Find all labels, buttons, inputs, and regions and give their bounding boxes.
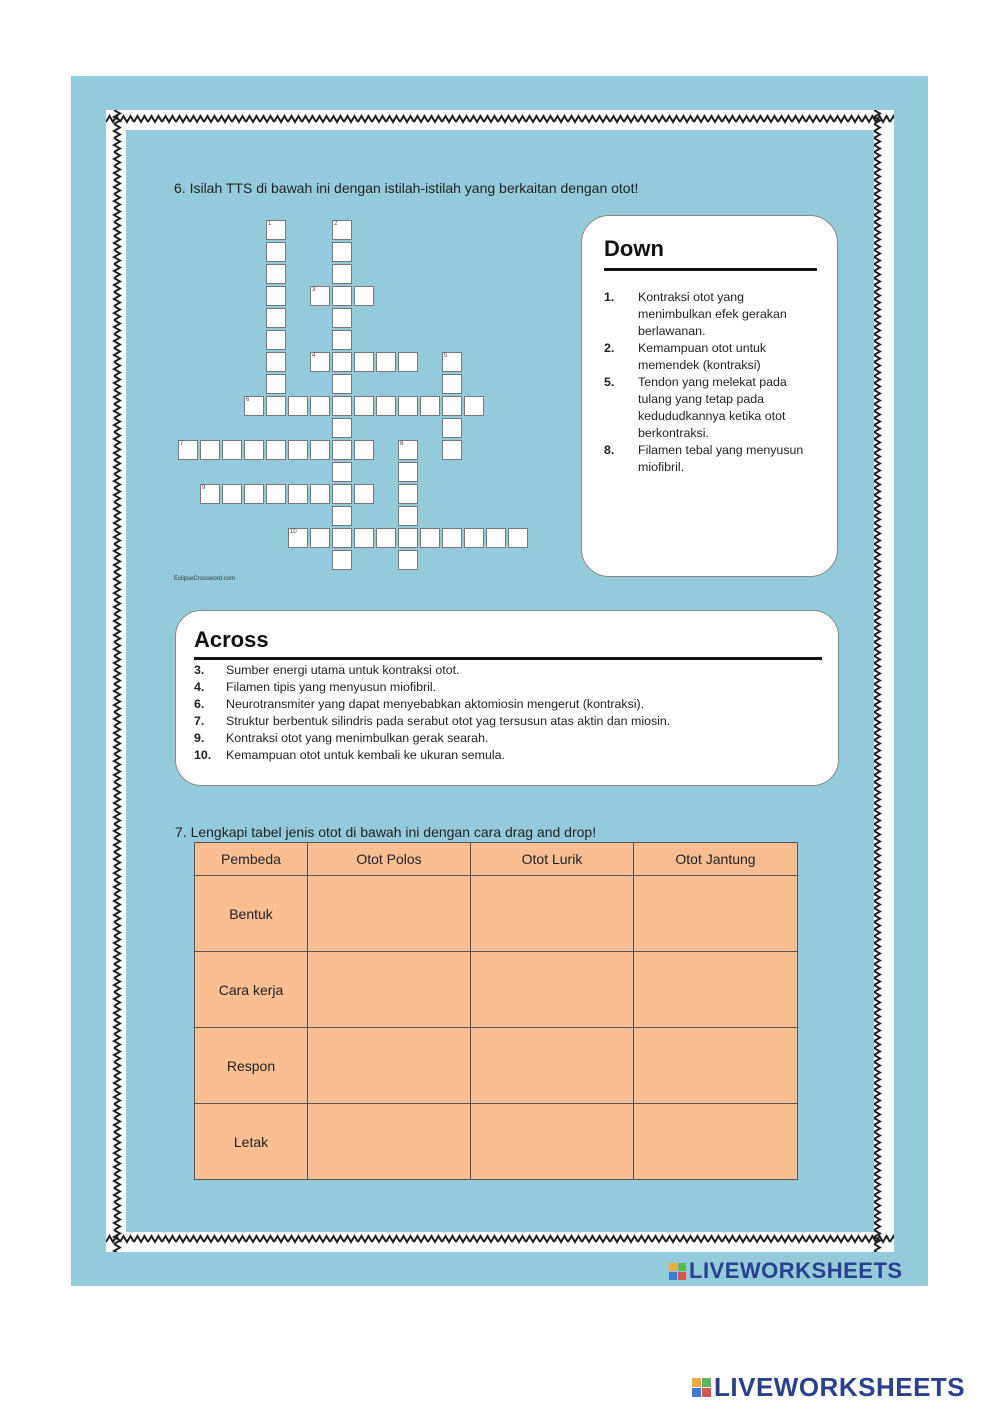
drop-zone[interactable] — [634, 952, 798, 1028]
crossword-cell[interactable] — [266, 396, 286, 416]
crossword-cell-number: 5 — [444, 353, 448, 359]
crossword-cell[interactable] — [310, 286, 330, 306]
crossword-cell[interactable] — [222, 440, 242, 460]
crossword-cell[interactable] — [310, 352, 330, 372]
crossword-cell-number: 1 — [268, 221, 272, 227]
crossword-cell[interactable] — [266, 484, 286, 504]
crossword-cell[interactable] — [288, 528, 308, 548]
crossword-cell[interactable] — [354, 352, 374, 372]
crossword-cell[interactable] — [266, 352, 286, 372]
crossword-cell[interactable] — [332, 286, 352, 306]
down-title: Down — [604, 236, 664, 261]
header-otot-lurik: Otot Lurik — [471, 843, 634, 876]
crossword-cell[interactable] — [442, 396, 462, 416]
crossword-cell[interactable] — [354, 286, 374, 306]
crossword-cell[interactable] — [442, 352, 462, 372]
crossword-cell[interactable] — [266, 374, 286, 394]
clue-text: Filamen tipis yang menyusun miofibril. — [226, 680, 437, 694]
brand-mark-icon — [692, 1378, 711, 1397]
crossword-cell[interactable] — [442, 440, 462, 460]
table-row — [195, 952, 798, 1028]
clue-text: Sumber energi utama untuk kontraksi otot. — [226, 663, 460, 677]
crossword-cell[interactable] — [486, 528, 506, 548]
crossword-cell[interactable] — [332, 440, 352, 460]
brand-logo-small — [669, 1258, 903, 1284]
crossword-cell[interactable] — [288, 396, 308, 416]
crossword-cell[interactable] — [398, 484, 418, 504]
crossword-cell[interactable] — [266, 286, 286, 306]
crossword-cell[interactable] — [442, 374, 462, 394]
crossword-cell[interactable] — [288, 484, 308, 504]
crossword-cell[interactable] — [398, 550, 418, 570]
crossword-cell[interactable] — [332, 462, 352, 482]
muscle-type-table — [194, 842, 798, 1180]
crossword-cell[interactable] — [244, 440, 264, 460]
crossword-cell[interactable] — [288, 440, 308, 460]
drop-zone[interactable] — [634, 876, 798, 952]
across-clue-list — [194, 662, 822, 764]
crossword-cell[interactable] — [398, 506, 418, 526]
clue-item — [604, 442, 817, 476]
clue-number: 9. — [194, 731, 205, 745]
crossword-cell[interactable] — [244, 484, 264, 504]
clue-item — [194, 747, 822, 764]
drop-zone[interactable] — [471, 1028, 634, 1104]
crossword-cell[interactable] — [244, 396, 264, 416]
table-row — [195, 1028, 798, 1104]
drop-zone[interactable] — [471, 952, 634, 1028]
down-clues-box — [581, 215, 838, 577]
crossword-cell[interactable] — [332, 220, 352, 240]
crossword-cell[interactable] — [354, 396, 374, 416]
table-row — [195, 1104, 798, 1180]
crossword-cell-number: 3 — [312, 287, 316, 293]
crossword-cell-number: 8 — [400, 441, 404, 447]
crossword-cell[interactable] — [420, 528, 440, 548]
clue-item — [194, 713, 822, 730]
clue-number: 5. — [604, 375, 615, 389]
drop-zone[interactable] — [471, 876, 634, 952]
crossword-cell[interactable] — [310, 440, 330, 460]
crossword-cell[interactable] — [266, 264, 286, 284]
crossword-cell[interactable] — [332, 506, 352, 526]
clue-text: Tendon yang melekat pada tulang yang tetap pada kedududkannya ketika otot berkontraksi. — [638, 375, 787, 440]
row-label-respon: Respon — [195, 1028, 308, 1104]
drop-zone[interactable] — [634, 1104, 798, 1180]
brand-name: LIVEWORKSHEETS — [714, 1372, 966, 1402]
crossword-cell[interactable] — [398, 396, 418, 416]
table-header-row — [195, 843, 798, 876]
crossword-cell[interactable] — [354, 440, 374, 460]
crossword-cell[interactable] — [310, 396, 330, 416]
header-otot-polos: Otot Polos — [308, 843, 471, 876]
row-label-bentuk: Bentuk — [195, 876, 308, 952]
crossword-cell[interactable] — [332, 308, 352, 328]
crossword-cell[interactable] — [376, 396, 396, 416]
clue-text: Struktur berbentuk silindris pada serabut otot yag tersusun atas aktin dan miosin. — [226, 714, 671, 728]
crossword-cell[interactable] — [310, 484, 330, 504]
question-6-text: 6. Isilah TTS di bawah ini dengan istilah-istilah yang berkaitan dengan otot! — [174, 180, 639, 196]
crossword-cell[interactable] — [420, 396, 440, 416]
crossword-cell[interactable] — [354, 484, 374, 504]
header-pembeda: Pembeda — [195, 843, 308, 876]
crossword-cell[interactable] — [200, 440, 220, 460]
crossword-cell[interactable] — [266, 220, 286, 240]
drop-zone[interactable] — [634, 1028, 798, 1104]
crossword-cell[interactable] — [508, 528, 528, 548]
crossword-cell[interactable] — [332, 352, 352, 372]
crossword-credit: EclipseCrossword.com — [174, 576, 236, 582]
clue-item — [194, 696, 822, 713]
brand-mark-icon — [669, 1263, 686, 1280]
down-clue-list — [604, 289, 817, 476]
clue-item — [194, 662, 822, 679]
clue-item — [194, 679, 822, 696]
crossword-cell[interactable] — [464, 528, 484, 548]
crossword-cell[interactable] — [266, 330, 286, 350]
clue-number: 7. — [194, 714, 205, 728]
down-title-rule — [604, 268, 817, 271]
across-title-rule — [194, 657, 822, 660]
row-label-cara-kerja: Cara kerja — [195, 952, 308, 1028]
crossword-cell[interactable] — [398, 440, 418, 460]
clue-number: 8. — [604, 443, 615, 457]
crossword-cell[interactable] — [442, 418, 462, 438]
header-otot-jantung: Otot Jantung — [634, 843, 798, 876]
brand-name: LIVEWORKSHEETS — [689, 1258, 903, 1283]
clue-number: 10. — [194, 748, 212, 762]
crossword-cell[interactable] — [332, 484, 352, 504]
crossword-cell[interactable] — [376, 352, 396, 372]
crossword-cell[interactable] — [332, 242, 352, 262]
drop-zone[interactable] — [308, 1028, 471, 1104]
crossword-cell-number: 6 — [246, 397, 250, 403]
clue-text: Kemampuan otot untuk kembali ke ukuran semula. — [226, 748, 505, 762]
crossword-cell[interactable] — [332, 418, 352, 438]
clue-item — [604, 340, 817, 374]
clue-item — [604, 374, 817, 442]
crossword-cell[interactable] — [310, 528, 330, 548]
question-7-text: 7. Lengkapi tabel jenis otot di bawah ini dengan cara drag and drop! — [175, 824, 597, 840]
crossword-cell[interactable] — [332, 528, 352, 548]
clue-text: Filamen tebal yang menyusun miofibril. — [638, 443, 804, 474]
brand-logo-footer — [692, 1372, 965, 1403]
crossword-cell[interactable] — [376, 528, 396, 548]
clue-text: Kontraksi otot yang menimbulkan efek gerakan berlawanan. — [638, 290, 787, 338]
drop-zone[interactable] — [308, 952, 471, 1028]
clue-number: 1. — [604, 290, 615, 304]
crossword-cell[interactable] — [266, 242, 286, 262]
crossword-cell[interactable] — [332, 396, 352, 416]
crossword-cell-number: 9 — [202, 485, 206, 491]
drop-zone[interactable] — [471, 1104, 634, 1180]
clue-text: Kontraksi otot yang menimbulkan gerak searah. — [226, 731, 489, 745]
across-clues-box — [175, 610, 839, 786]
row-label-letak: Letak — [195, 1104, 308, 1180]
drop-zone[interactable] — [308, 876, 471, 952]
crossword-cell[interactable] — [332, 264, 352, 284]
crossword-cell[interactable] — [332, 550, 352, 570]
drop-zone[interactable] — [308, 1104, 471, 1180]
crossword-cell[interactable] — [398, 352, 418, 372]
crossword-cell[interactable] — [332, 374, 352, 394]
crossword-cell[interactable] — [332, 330, 352, 350]
crossword-cell[interactable] — [398, 528, 418, 548]
crossword-cell-number: 10 — [290, 529, 297, 535]
crossword-cell[interactable] — [200, 484, 220, 504]
table-row — [195, 876, 798, 952]
crossword-cell-number: 7 — [180, 441, 184, 447]
clue-number: 6. — [194, 697, 205, 711]
clue-item — [194, 730, 822, 747]
clue-number: 2. — [604, 341, 615, 355]
crossword-cell[interactable] — [266, 440, 286, 460]
crossword-cell[interactable] — [464, 396, 484, 416]
crossword-cell[interactable] — [266, 308, 286, 328]
clue-item — [604, 289, 817, 340]
crossword-cell-number: 2 — [334, 221, 338, 227]
crossword-cell[interactable] — [442, 528, 462, 548]
clue-number: 4. — [194, 680, 205, 694]
crossword-cell[interactable] — [398, 462, 418, 482]
across-title: Across — [194, 627, 269, 652]
clue-text: Kemampuan otot untuk memendek (kontraksi) — [638, 341, 767, 372]
clue-text: Neurotransmiter yang dapat menyebabkan aktomiosin mengerut (kontraksi). — [226, 697, 645, 711]
crossword-cell[interactable] — [178, 440, 198, 460]
crossword-cell[interactable] — [354, 528, 374, 548]
crossword-cell[interactable] — [222, 484, 242, 504]
clue-number: 3. — [194, 663, 205, 677]
crossword-cell-number: 4 — [312, 353, 316, 359]
